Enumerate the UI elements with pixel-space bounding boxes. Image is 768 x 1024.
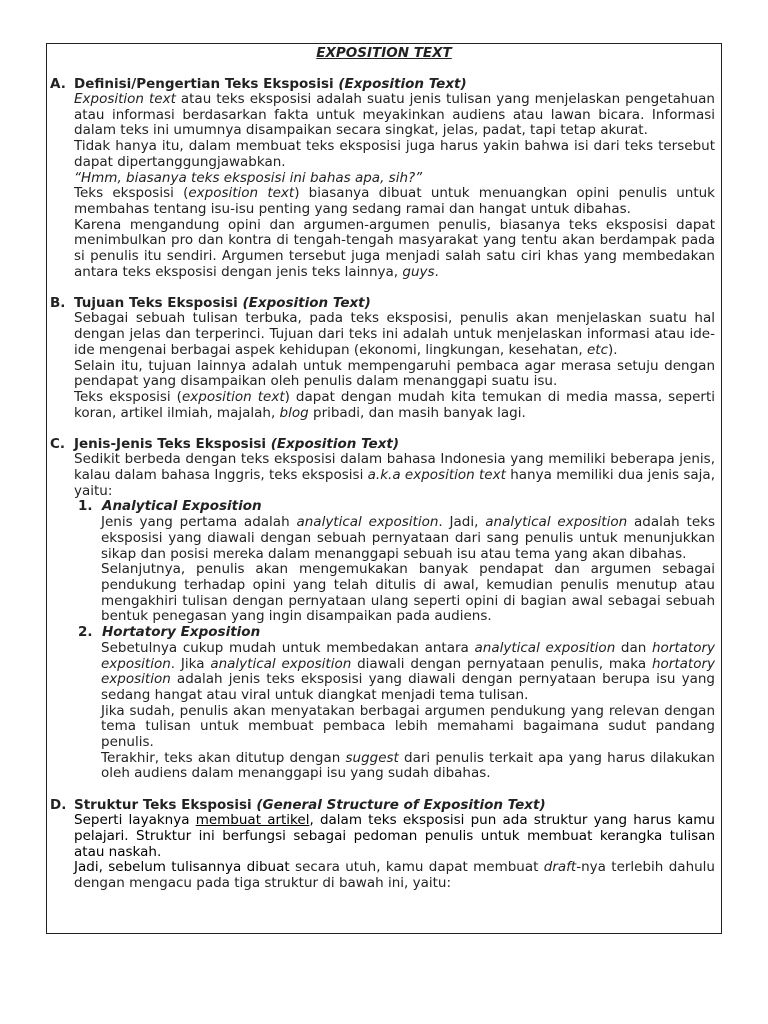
section-heading: [47, 437, 721, 452]
list-item-number: 2.: [78, 624, 93, 641]
paragraph: Jadi, sebelum tulisannya dibuat secara utuh, kamu dapat membuat draft-nya terlebih dahulu dengan mengacu pada tiga struktur di bawah ini, yaitu:: [74, 859, 715, 891]
section-letter: A.: [50, 76, 66, 92]
section-d: [47, 798, 721, 892]
section-letter: C.: [50, 436, 66, 453]
section-title: Jenis-Jenis Teks Eksposisi: [74, 436, 266, 453]
section-heading: [47, 296, 721, 311]
list-item-heading: [78, 499, 721, 515]
section-title: Definisi/Pengertian Teks Eksposisi: [74, 76, 334, 92]
paragraph: Terakhir, teks akan ditutup dengan suggest dari penulis terkait apa yang harus dilakukan oleh audiens dalam menanggapi isu yang sudah dibahas.: [101, 749, 715, 782]
list-item-title: Hortatory Exposition: [102, 624, 261, 641]
quote: “Hmm, biasanya teks eksposisi ini bahas apa, sih?”: [74, 169, 423, 186]
document-frame: [46, 43, 722, 934]
list-item-heading: [78, 625, 721, 641]
paragraph: Teks eksposisi (exposition text) biasanya dibuat untuk menuangkan opini penulis untuk membahas tentang isu-isu penting yang sedang ramai dan hangat untuk dibahas.: [74, 185, 715, 217]
paragraph: Sebagai sebuah tulisan terbuka, pada teks eksposisi, penulis akan menjelaskan suatu hal dengan jelas dan terperinci. Tujuan dari teks ini adalah untuk menjelaskan informasi atau ide-ide mengenai berbagai aspek kehidupan (ekonomi, lingkungan, kesehatan, etc).: [74, 310, 715, 358]
paragraph: Karena mengandung opini dan argumen-argumen penulis, biasanya teks eksposisi dapat menimbulkan pro dan kontra di tengah-tengah masyarakat yang tentu akan berdampak pada si penulis itu sendiri. Argumen tersebut juga menjadi salah satu ciri khas yang membedakan antara teks eksposisi dengan jenis teks lainnya, guys.: [74, 216, 715, 280]
document-title: EXPOSITION TEXT: [316, 45, 452, 61]
list-item-number: 1.: [78, 498, 93, 515]
section-letter: D.: [50, 797, 67, 814]
paragraph: Sedikit berbeda dengan teks eksposisi dalam bahasa Indonesia yang memiliki beberapa jenis, kalau dalam bahasa Inggris, teks eksposisi a.k.a exposition text hanya memiliki dua jenis saja, yaitu:: [74, 451, 715, 499]
paragraph: Exposition text atau teks eksposisi adalah suatu jenis tulisan yang menjelaskan pengetahuan atau informasi berdasarkan fakta untuk meyakinkan audiens atau lawan bicara. Informasi dalam teks ini umumnya disampaikan secara singkat, jelas, padat, tapi tetap akurat.: [74, 91, 715, 139]
paragraph: Selain itu, tujuan lainnya adalah untuk mempengaruhi pembaca agar merasa setuju dengan pendapat yang disampaikan oleh penulis dalam menanggapi suatu isu.: [74, 357, 715, 390]
section-title-english: (Exposition Text): [338, 76, 467, 92]
paragraph: Jenis yang pertama adalah analytical exposition. Jadi, analytical exposition adalah teks eksposisi yang diawali dengan sebuah pernyataan dari sang penulis untuk menunjukkan sikap dan posisi mereka dalam menanggapi sebuah isu atau tema yang akan dibahas.: [101, 514, 715, 562]
section-letter: B.: [50, 295, 66, 312]
paragraph: Jika sudah, penulis akan menyatakan berbagai argumen pendukung yang relevan dengan tema tulisan untuk membuat pembaca lebih memahami bagaimana sudut pandang penulis.: [101, 702, 715, 751]
paragraph: Seperti layaknya membuat artikel, dalam teks eksposisi pun ada struktur yang harus kamu pelajari. Struktur ini berfungsi sebagai pedoman penulis untuk membuat kerangka tulisan atau naskah.: [74, 812, 715, 860]
section-title: Struktur Teks Eksposisi: [74, 797, 252, 814]
paragraph: Tidak hanya itu, dalam membuat teks eksposisi juga harus yakin bahwa isi dari teks tersebut dapat dipertanggungjawabkan.: [74, 138, 715, 170]
section-title-english: (Exposition Text): [242, 295, 371, 312]
section-b: [47, 296, 721, 421]
paragraph: Sebetulnya cukup mudah untuk membedakan antara analytical exposition dan hortatory exposition. Jika analytical exposition diawali dengan pernyataan penulis, maka hortatory exposition adalah jenis teks eksposisi yang diawali dengan pernyataan berupa isu yang sedang hangat atau viral untuk diangkat menjadi tema tulisan.: [101, 639, 716, 703]
membuat-artikel-link[interactable]: membuat artikel: [195, 812, 310, 829]
section-heading: [47, 77, 721, 92]
section-title-english: (Exposition Text): [270, 436, 400, 453]
section-a: [47, 77, 721, 280]
section-title: Tujuan Teks Eksposisi: [74, 295, 238, 312]
section-c: [47, 437, 721, 782]
paragraph: Teks eksposisi (exposition text) dapat dengan mudah kita temukan di media massa, seperti koran, artikel ilmiah, majalah, blog pribadi, dan masih banyak lagi.: [74, 388, 715, 421]
list-item-title: Analytical Exposition: [102, 498, 262, 515]
section-heading: [47, 798, 721, 813]
section-title-english: (General Structure of Exposition Text): [256, 797, 546, 814]
paragraph: Selanjutnya, penulis akan mengemukakan banyak pendapat dan argumen sebagai pendukung terhadap opini yang telah ditulis di awal, kemudian penulis menutup atau mengakhiri tulisan dengan pernyataan ulang seperti opini di bagian awal sebagai sebuah bentuk penegasan yang ingin disampaikan pada audiens.: [101, 561, 715, 625]
